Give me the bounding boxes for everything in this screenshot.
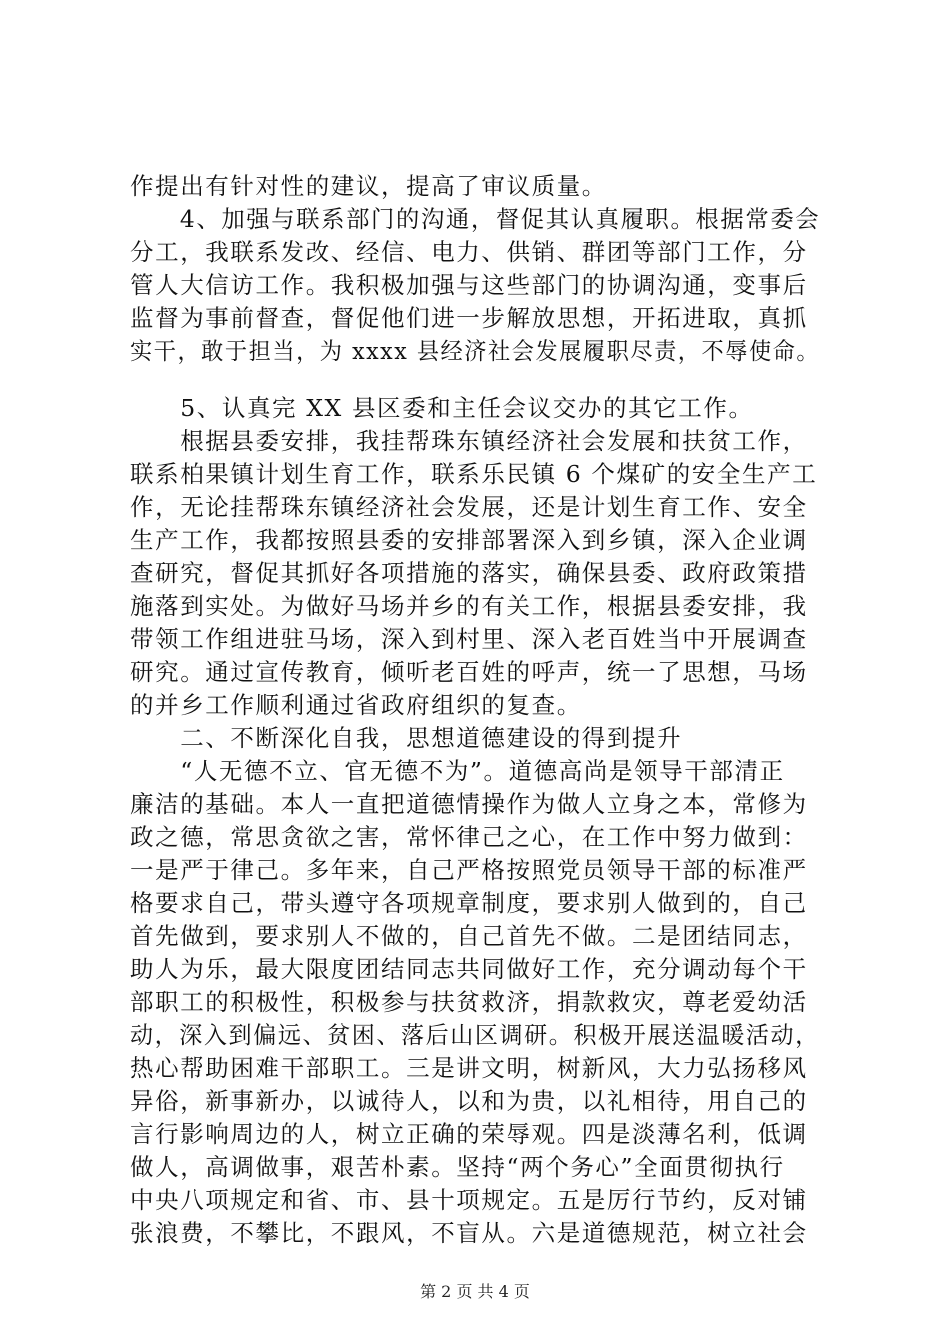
text-line: 做人，高调做事，艰苦朴素。坚持“两个务心”全面贯彻执行 (130, 1153, 785, 1181)
text-line: 部职工的积极性，积极参与扶贫救济，捐款救灾，尊老爱幼活 (130, 988, 808, 1016)
text-line: 言行影响周边的人，树立正确的荣辱观。四是淡薄名利，低调 (130, 1120, 808, 1148)
text-line: 作，无论挂帮珠东镇经济社会发展，还是计划生育工作、安全 (130, 493, 808, 521)
text-line: 动，深入到偏远、贫困、落后山区调研。积极开展送温暖活动， (130, 1021, 820, 1049)
text-line: 研究。通过宣传教育，倾听老百姓的呼声，统一了思想，马场 (130, 658, 808, 686)
text-line: 带领工作组进驻马场，深入到村里、深入老百姓当中开展调查 (130, 625, 808, 653)
text-line: 4、加强与联系部门的沟通，督促其认真履职。根据常委会 (130, 205, 821, 233)
text-line: 监督为事前督查，督促他们进一步解放思想，开拓进取，真抓 (130, 304, 808, 332)
text-line: 中央八项规定和省、市、县十项规定。五是厉行节约，反对铺 (130, 1186, 808, 1214)
text-line: 生产工作，我都按照县委的安排部署深入到乡镇，深入企业调 (130, 526, 808, 554)
text-line: “人无德不立、官无德不为”。道德高尚是领导干部清正 (130, 757, 785, 785)
text-line: 施落到实处。为做好马场并乡的有关工作，根据县委安排，我 (130, 592, 808, 620)
text-line: 联系柏果镇计划生育工作，联系乐民镇 6 个煤矿的安全生产工 (130, 460, 818, 488)
text-line: 作提出有针对性的建议，提高了审议质量。 (130, 172, 607, 200)
text-line: 实干，敢于担当，为 xxxx 县经济社会发展履职尽责，不辱使命。 (130, 337, 821, 365)
text-line: 政之德，常思贪欲之害，常怀律己之心，在工作中努力做到： (130, 823, 808, 851)
text-line: 一是严于律己。多年来，自己严格按照党员领导干部的标准严 (130, 856, 808, 884)
text-line: 查研究，督促其抓好各项措施的落实，确保县委、政府政策措 (130, 559, 808, 587)
text-line: 分工，我联系发改、经信、电力、供销、群团等部门工作，分 (130, 238, 808, 266)
text-line: 管人大信访工作。我积极加强与这些部门的协调沟通，变事后 (130, 271, 808, 299)
page-footer: 第 2 页 共 4 页 (420, 1282, 530, 1301)
section-heading: 二、不断深化自我，思想道德建设的得到提升 (130, 724, 683, 752)
text-line: 5、认真完 XX 县区委和主任会议交办的其它工作。 (130, 394, 754, 422)
text-line: 热心帮助困难干部职工。三是讲文明，树新风，大力弘扬移风 (130, 1054, 808, 1082)
text-line: 助人为乐，最大限度团结同志共同做好工作，充分调动每个干 (130, 955, 808, 983)
text-line: 廉洁的基础。本人一直把道德情操作为做人立身之本，常修为 (130, 790, 808, 818)
text-line: 首先做到，要求别人不做的，自己首先不做。二是团结同志， (130, 922, 808, 950)
text-line: 异俗，新事新办，以诚待人，以和为贵，以礼相待，用自己的 (130, 1087, 808, 1115)
text-line: 的并乡工作顺利通过省政府组织的复查。 (130, 691, 582, 719)
text-line: 格要求自己，带头遵守各项规章制度，要求别人做到的，自己 (130, 889, 808, 917)
text-line: 张浪费，不攀比，不跟风，不盲从。六是道德规范，树立社会 (130, 1219, 808, 1247)
text-line: 根据县委安排，我挂帮珠东镇经济社会发展和扶贫工作， (130, 427, 808, 455)
